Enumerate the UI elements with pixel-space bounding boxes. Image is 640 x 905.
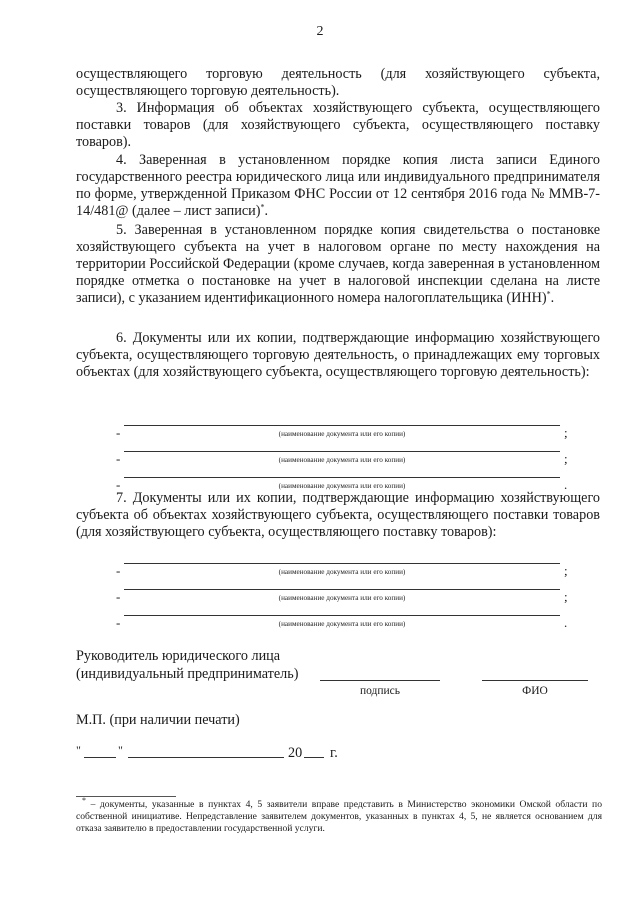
paragraph-item-5-text: 5. Заверенная в установленном порядке копия свидетельства о постановке хозяйствующего субъекта на учет в налоговом органе по месту нахождения на территории Российской Федерации (кроме случаев, когда заверенная в установленном порядке отметка о постановке на учет в налоговой инспекции сделана на листе записи), с указанием идентификационного номера налогоплательщика (ИНН) [76,222,600,306]
list-dash: - [116,477,121,492]
signature-caption: подпись [359,685,401,697]
document-field-caption: (наименование документа или его копии) [278,568,406,576]
footnote-text: – документы, указанные в пунктах 4, 5 заявители вправе представить в Министерство экономики Омской области по собственной инициативе. Непредставление заявителем документов, указанных в пунктах 4, 5, не является основанием для отказа заявителю в предоставлении государственной услуги. [76,799,602,834]
date-year-prefix: 20 [288,745,303,761]
fio-line[interactable] [482,680,588,681]
fio-caption: ФИО [522,685,548,697]
footnote-mark: * [82,795,86,805]
footnote-mark: * [260,202,265,212]
paragraph-item-5 [76,222,600,307]
list-dash: - [116,563,121,578]
document-field-caption: (наименование документа или его копии) [278,594,406,602]
line-end-period: . [564,477,568,492]
document-field-caption: (наименование документа или его копии) [278,620,406,628]
list-dash: - [116,615,121,630]
list-dash: - [116,451,121,466]
document-field-caption: (наименование документа или его копии) [278,456,406,464]
paragraph-end-period: . [264,203,269,219]
list-dash: - [116,425,121,440]
line-end-semicolon: ; [564,451,568,466]
seal-note: М.П. (при наличии печати) [76,712,240,728]
line-end-semicolon: ; [564,563,568,578]
document-field-caption: (наименование документа или его копии) [278,482,406,490]
date-quote-open: " [76,743,81,757]
paragraph-continuation: осуществляющего торговую деятельность (для хозяйствующего субъекта, осуществляющего торговую деятельность). [76,66,600,99]
footnote-mark: * [546,289,551,299]
date-year-suffix: г. [330,745,338,761]
paragraph-item-6: 6. Документы или их копии, подтверждающие информацию хозяйствующего субъекта, осуществляющего торговую деятельность, о принадлежащих ему торговых объектах (для хозяйствующего субъекта, осуществляющего торговую деятельность): [76,330,600,380]
line-end-period: . [564,615,568,630]
line-end-semicolon: ; [564,589,568,604]
line-end-semicolon: ; [564,425,568,440]
footnote-separator [76,796,176,797]
document-field-caption: (наименование документа или его копии) [278,430,406,438]
page-number: 2 [316,24,324,39]
footnote [76,795,602,835]
document-field-line[interactable] [124,615,560,616]
paragraph-item-4-text: 4. Заверенная в установленном порядке копия листа записи Единого государственного реестра юридического лица или индивидуального предпринимателя по форме, утвержденной Приказом ФНС России от 12 сентября 2016 года № ММВ-7-14/481@ (далее – лист записи) [76,152,600,219]
paragraph-item-4 [76,152,600,220]
document-field-line[interactable] [124,451,560,452]
date-quote-close: " [118,743,123,757]
paragraph-item-3: 3. Информация об объектах хозяйствующего субъекта, осуществляющего поставки товаров (для хозяйствующего субъекта, осуществляющего поставку товаров). [76,100,600,150]
signatory-title: Руководитель юридического лица [76,648,281,664]
signature-line[interactable] [320,680,440,681]
document-field-line[interactable] [124,589,560,590]
paragraph-end-period: . [550,290,555,306]
document-field-line[interactable] [124,477,560,478]
list-dash: - [116,589,121,604]
date-day-line[interactable] [84,757,116,758]
document-field-line[interactable] [124,563,560,564]
signatory-subtitle: (индивидуальный предприниматель) [76,666,299,682]
date-month-line[interactable] [128,757,284,758]
paragraph-item-7: 7. Документы или их копии, подтверждающие информацию хозяйствующего субъекта об объектах хозяйствующего субъекта, осуществляющего поставки товаров (для хозяйствующего субъекта, осуществляющего поставку товаров): [76,490,600,540]
date-year-line[interactable] [304,757,324,758]
document-field-line[interactable] [124,425,560,426]
